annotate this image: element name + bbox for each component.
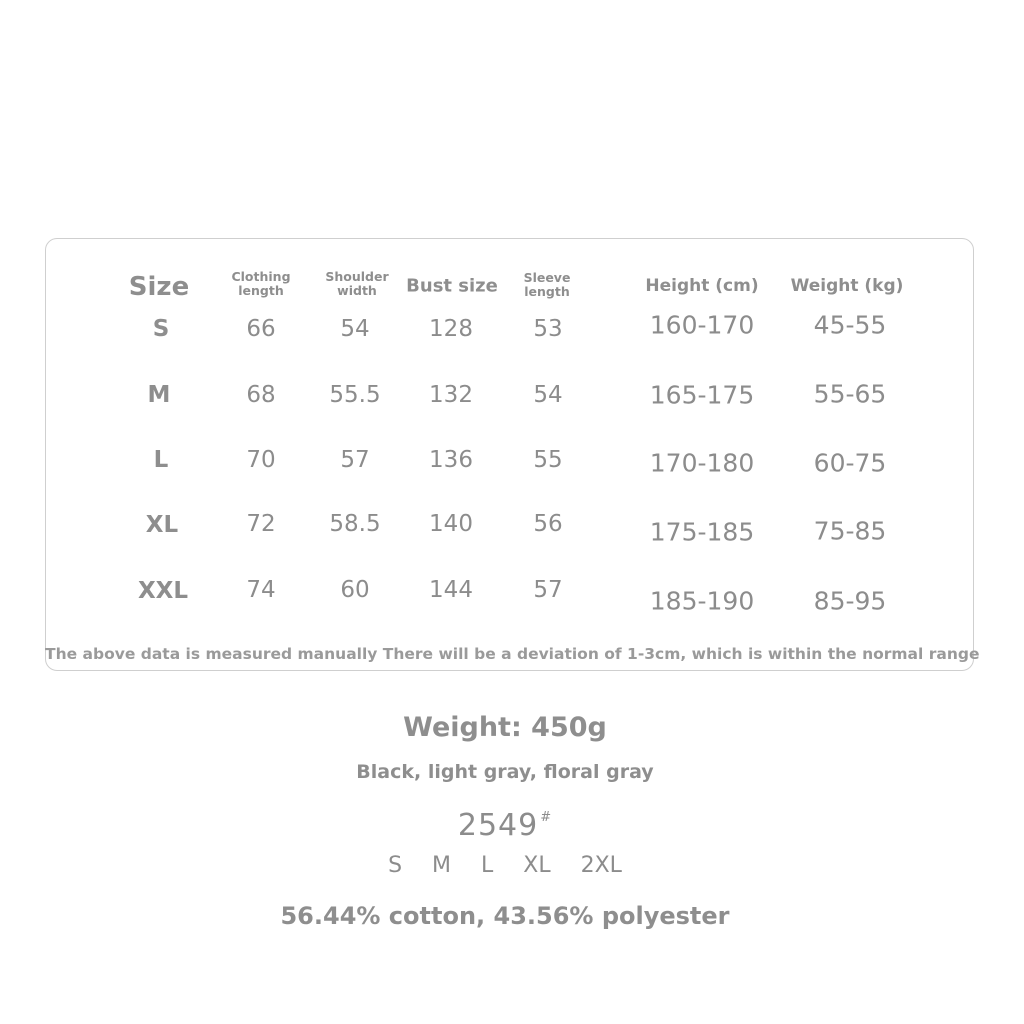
row-m-height: 165-175 [649,380,755,410]
header-bust-size: Bust size [406,275,498,297]
product-code-number: 2549 [457,808,539,843]
row-xl-size: XL [145,512,179,538]
row-xxl-shoulder-width: 60 [340,577,370,603]
row-s-bust-size: 128 [429,316,473,342]
product-sizes: S M L XL 2XL [388,853,622,878]
header-height: Height (cm) [645,276,759,296]
product-code [0,808,1010,843]
row-s-size: S [152,316,170,342]
row-m-bust-size: 132 [429,382,473,408]
product-weight: Weight: 450g [403,712,607,743]
row-m-size: M [147,382,171,408]
row-m-weight: 55-65 [813,379,887,409]
row-xl-sleeve-length: 56 [533,511,563,537]
row-s-sleeve-length: 53 [533,316,563,342]
product-colors: Black, light gray, floral gray [356,761,654,783]
header-weight: Weight (kg) [790,276,904,296]
row-l-weight: 60-75 [813,448,887,478]
row-l-size: L [153,447,169,473]
header-shoulder-width: Shoulder width [325,269,389,298]
row-l-clothing-length: 70 [246,447,276,473]
product-material: 56.44% cotton, 43.56% polyester [280,902,730,930]
row-xxl-weight: 85-95 [813,586,887,616]
row-l-bust-size: 136 [429,447,473,473]
row-xxl-bust-size: 144 [429,577,473,603]
row-xxl-height: 185-190 [649,586,755,616]
row-xl-bust-size: 140 [429,511,473,537]
row-l-shoulder-width: 57 [340,447,370,473]
row-xl-clothing-length: 72 [246,511,276,537]
row-xl-height: 175-185 [649,517,755,547]
row-xxl-clothing-length: 74 [246,577,276,603]
row-xxl-size: XXL [137,578,189,604]
row-l-height: 170-180 [649,448,755,478]
row-m-sleeve-length: 54 [533,382,563,408]
row-s-weight: 45-55 [813,310,887,340]
header-clothing-length: Clothing length [231,269,291,298]
product-code-mark: # [540,810,553,825]
row-xxl-sleeve-length: 57 [533,577,563,603]
row-l-sleeve-length: 55 [533,447,563,473]
row-m-shoulder-width: 55.5 [329,382,381,408]
measurement-footnote: The above data is measured manually There will be a deviation of 1-3cm, which is within the normal range [45,645,980,663]
header-size: Size [128,272,190,302]
header-sleeve-length: Sleeve length [523,270,571,299]
row-s-clothing-length: 66 [246,316,276,342]
row-m-clothing-length: 68 [246,382,276,408]
row-xl-weight: 75-85 [813,516,887,546]
row-xl-shoulder-width: 58.5 [329,511,381,537]
row-s-shoulder-width: 54 [340,316,370,342]
row-s-height: 160-170 [649,310,755,340]
